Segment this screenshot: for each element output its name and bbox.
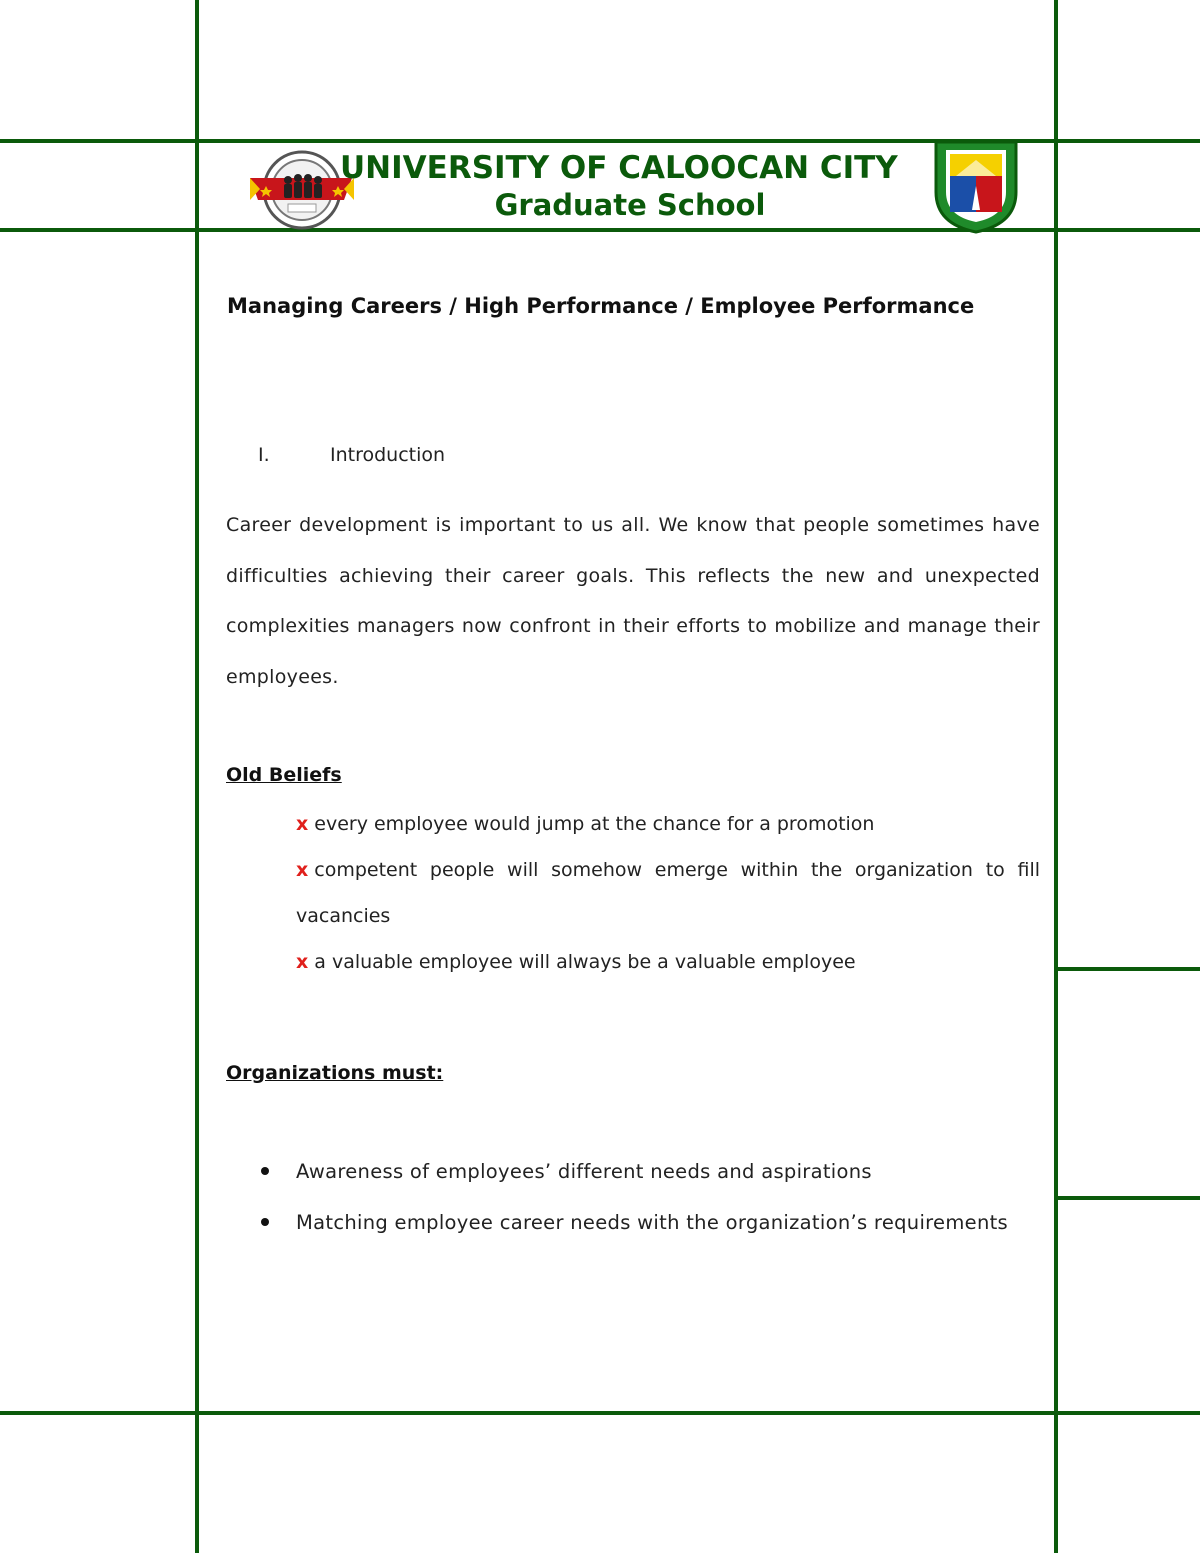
organizations-heading: Organizations must: xyxy=(226,1062,444,1084)
header-top-line xyxy=(0,139,1200,143)
school-name: Graduate School xyxy=(494,188,766,222)
list-item: Matching employee career needs with the organization’s requirements xyxy=(296,1198,1040,1249)
header-bottom-line xyxy=(0,228,1200,232)
section-number: I. xyxy=(258,444,270,466)
x-mark-icon: x xyxy=(296,813,309,835)
x-mark-icon: x xyxy=(296,951,309,973)
old-beliefs-heading: Old Beliefs xyxy=(226,764,342,786)
list-item: x every employee would jump at the chance for a promotion xyxy=(296,813,875,835)
list-item: x a valuable employee will always be a valuable employee xyxy=(296,951,856,973)
section-label: Introduction xyxy=(330,444,446,466)
old-beliefs-list xyxy=(296,801,1040,985)
list-item: x competent people will somehow emerge within the organization to fill vacancies xyxy=(296,859,1040,927)
organizations-list xyxy=(296,1147,1040,1248)
right-margin-line-2 xyxy=(1056,1196,1200,1200)
footer-line xyxy=(0,1411,1200,1415)
x-mark-icon: x xyxy=(296,859,309,881)
border-left-line xyxy=(195,0,199,1553)
right-margin-line-1 xyxy=(1056,967,1200,971)
document-title: Managing Careers / High Performance / Employee Performance xyxy=(227,294,975,318)
border-right-line xyxy=(1054,0,1058,1553)
list-item: Awareness of employees’ different needs and aspirations xyxy=(296,1147,1040,1198)
graduate-school-shield-icon xyxy=(932,138,1020,234)
intro-paragraph: Career development is important to us all. We know that people sometimes have difficulties achieving their career goals. This reflects the new and unexpected complexities managers now confront in their efforts to mobilize and manage their employees. xyxy=(226,514,1040,688)
university-name: UNIVERSITY OF CALOOCAN CITY xyxy=(340,150,898,186)
bullet-icon xyxy=(261,1218,269,1226)
bullet-icon xyxy=(261,1167,269,1175)
